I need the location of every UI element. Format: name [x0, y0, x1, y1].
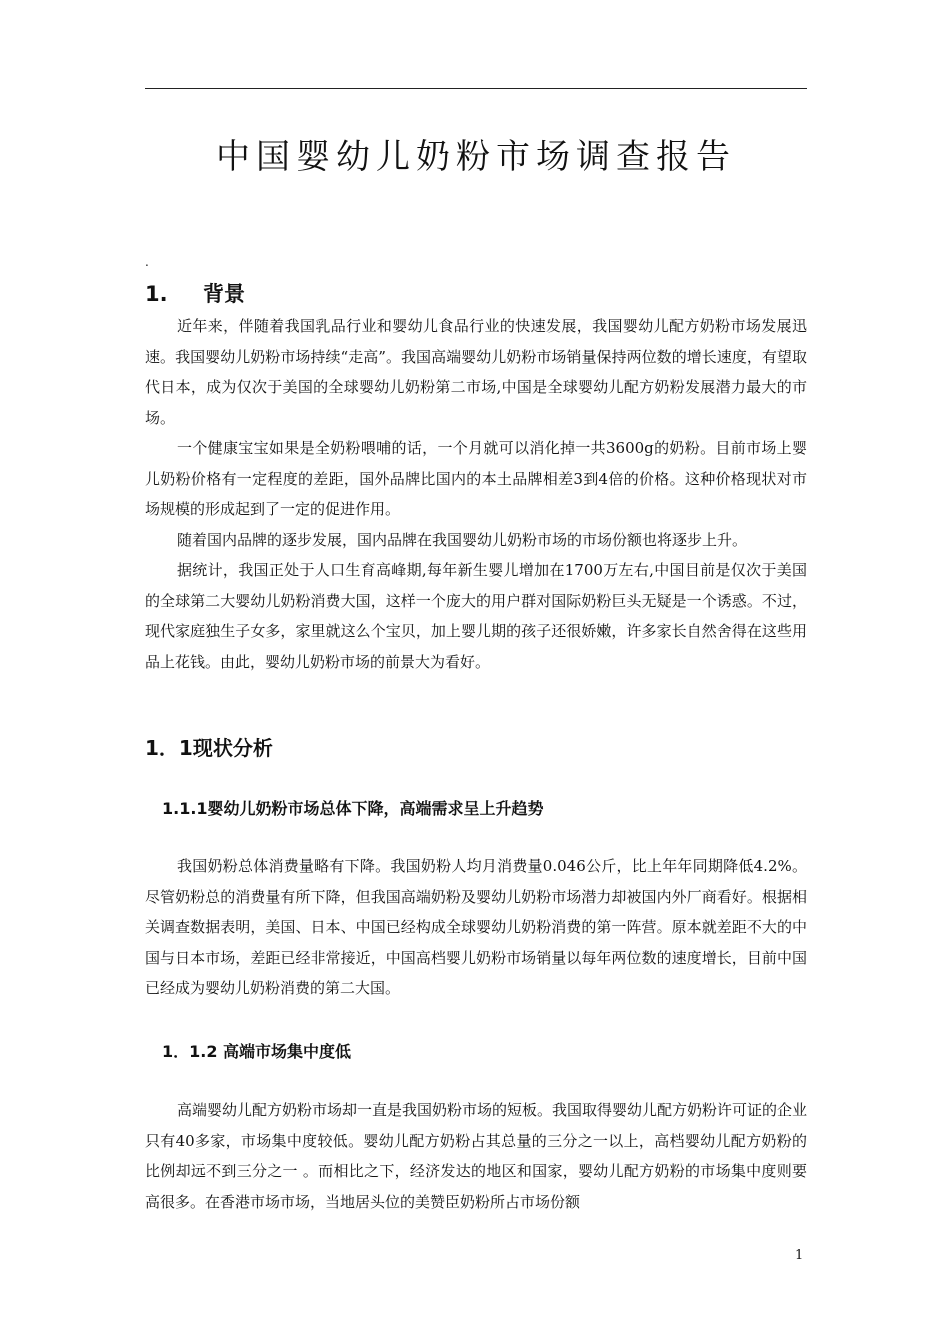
section-1-heading	[145, 280, 245, 308]
background-paragraph-1: 近年来，伴随着我国乳品行业和婴幼儿食品行业的快速发展，我国婴幼儿配方奶粉市场发展迅速。我国婴幼儿奶粉市场持续“走高”。我国高端婴幼儿奶粉市场销量保持两位数的增长速度，有望取代日本，成为仅次于美国的全球婴幼儿奶粉第二市场,中国是全球婴幼儿配方奶粉发展潜力最大的市场。	[145, 317, 807, 427]
background-paragraph-3: 随着国内品牌的逐步发展，国内品牌在我国婴幼儿奶粉市场的市场份额也将逐步上升。	[177, 531, 748, 549]
section-1-1-heading: 1．1现状分析	[145, 736, 273, 760]
section-1-1-1-paragraph: 我国奶粉总体消费量略有下降。我国奶粉人均月消费量0.046公斤，比上年年同期降低4.2%。尽管奶粉总的消费量有所下降，但我国高端奶粉及婴幼儿奶粉市场潜力却被国内外厂商看好。根据相关调查数据表明，美国、日本、中国已经构成全球婴幼儿奶粉消费的第一阵营。原本就差距不大的中国与日本市场，差距已经非常接近，中国高档婴儿奶粉市场销量以每年两位数的速度增长，目前中国已经成为婴幼儿奶粉消费的第二大国。	[145, 857, 807, 998]
section-1-title: 背景	[203, 282, 245, 306]
section-1-1-2-heading: 1．1.2 高端市场集中度低	[162, 1042, 352, 1061]
document-title: 中国婴幼儿奶粉市场调查报告	[216, 137, 736, 177]
section-marker: .	[145, 255, 149, 269]
section-1-1-2-paragraph: 高端婴幼儿配方奶粉市场却一直是我国奶粉市场的短板。我国取得婴幼儿配方奶粉许可证的企业只有40多家，市场集中度较低。婴幼儿配方奶粉占其总量的三分之一以上，高档婴幼儿配方奶粉的比例却远不到三分之一 。而相比之下，经济发达的地区和国家，婴幼儿配方奶粉的市场集中度则要高很多。在香港市场市场，当地居头位的美赞臣奶粉所占市场份额	[145, 1101, 808, 1211]
section-1-number: 1.	[145, 282, 168, 306]
background-paragraph-2: 一个健康宝宝如果是全奶粉喂哺的话，一个月就可以消化掉一共3600g的奶粉。目前市场上婴儿奶粉价格有一定程度的差距，国外品牌比国内的本土品牌相差3到4倍的价格。这种价格现状对市场规模的形成起到了一定的促进作用。	[145, 439, 807, 519]
section-1-1-1-heading: 1.1.1婴幼儿奶粉市场总体下降，高端需求呈上升趋势	[162, 799, 544, 818]
page-number: 1	[795, 1248, 804, 1263]
header-rule	[145, 88, 807, 89]
background-paragraph-4: 据统计，我国正处于人口生育高峰期,每年新生婴儿增加在1700万左右,中国目前是仅次于美国的全球第二大婴幼儿奶粉消费大国，这样一个庞大的用户群对国际奶粉巨头无疑是一个诱惑。不过，现代家庭独生子女多，家里就这么个宝贝，加上婴儿期的孩子还很娇嫩，许多家长自然舍得在这些用品上花钱。由此，婴幼儿奶粉市场的前景大为看好。	[145, 561, 807, 671]
